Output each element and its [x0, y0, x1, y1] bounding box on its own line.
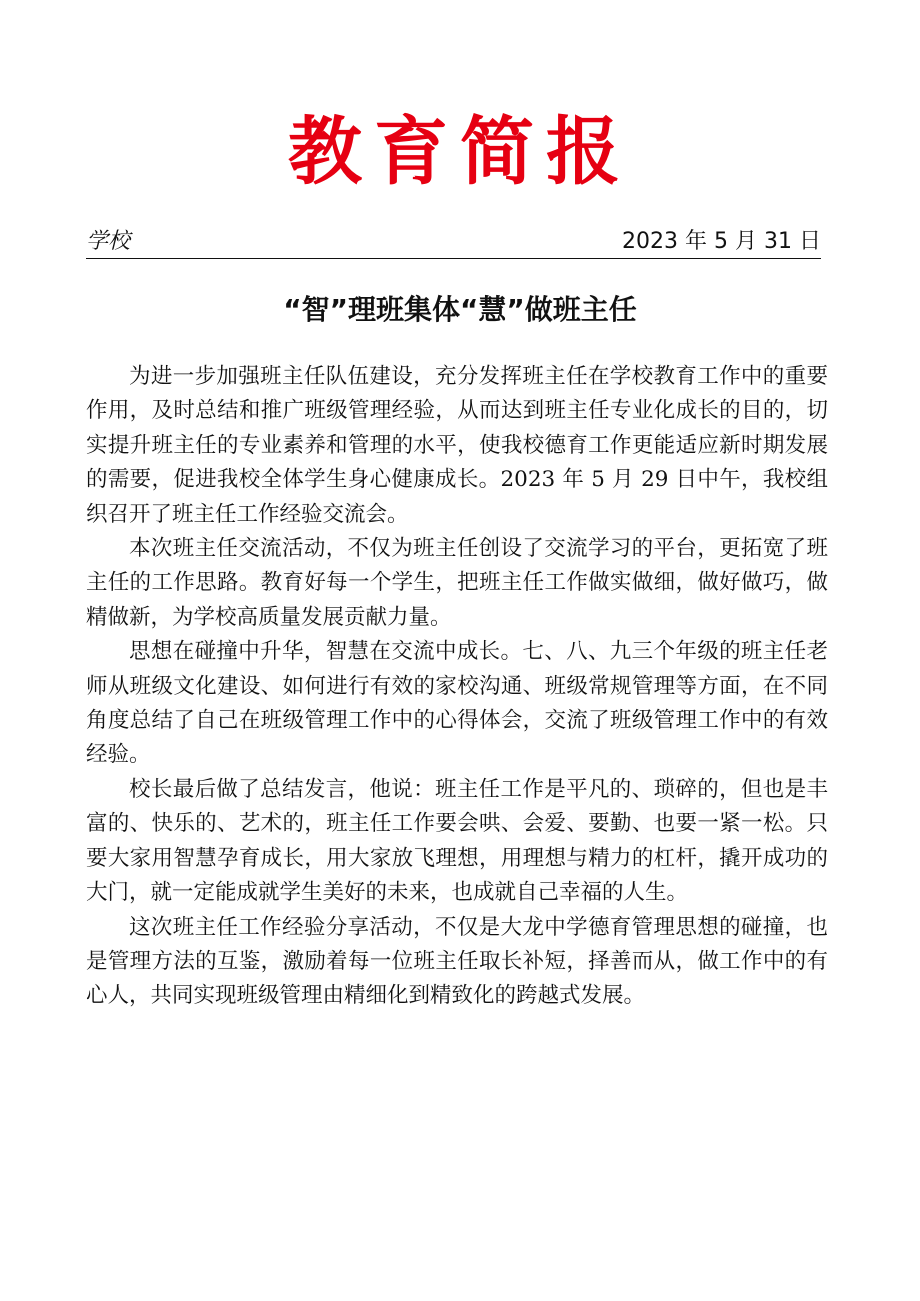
school-label: 学校 [86, 229, 131, 254]
article-paragraph: 思想在碰撞中升华，智慧在交流中成长。七、八、九三个年级的班主任老师从班级文化建设、如何进行有效的家校沟通、班级常规管理等方面，在不同角度总结了自己在班级管理工作中的心得体会，交流了班级管理工作中的有效经验。 [86, 639, 828, 768]
issue-date: 2023 年 5 月 31 日 [622, 229, 821, 254]
article-paragraph: 本次班主任交流活动，不仅为班主任创设了交流学习的平台，更拓宽了班主任的工作思路。教育好每一个学生，把班主任工作做实做细，做好做巧，做精做新，为学校高质量发展贡献力量。 [86, 536, 828, 630]
article-paragraph: 校长最后做了总结发言，他说：班主任工作是平凡的、琐碎的，但也是丰富的、快乐的、艺术的，班主任工作要会哄、会爱、要勤、也要一紧一松。只要大家用智慧孕育成长，用大家放飞理想，用理想与精力的杠杆，撬开成功的大门，就一定能成就学生美好的未来，也成就自己幸福的人生。 [86, 776, 828, 906]
info-line [86, 226, 821, 259]
article-body [86, 360, 828, 1014]
newsletter-masthead: 教育简报 [288, 109, 632, 195]
article-paragraph: 这次班主任工作经验分享活动，不仅是大龙中学德育管理思想的碰撞，也是管理方法的互鉴，激励着每一位班主任取长补短，择善而从，做工作中的有心人，共同实现班级管理由精细化到精致化的跨越式发展。 [86, 914, 828, 1009]
article-headline: “智”理班集体“慧”做班主任 [283, 293, 637, 326]
article-paragraph: 为进一步加强班主任队伍建设，充分发挥班主任在学校教育工作中的重要作用，及时总结和推广班级管理经验，从而达到班主任专业化成长的目的，切实提升班主任的专业素养和管理的水平，使我校德育工作更能适应新时期发展的需要，促进我校全体学生身心健康成长。2023 年 5 月 29 日中午，我校组织召开了班主任工作经验交流会。 [86, 364, 828, 527]
